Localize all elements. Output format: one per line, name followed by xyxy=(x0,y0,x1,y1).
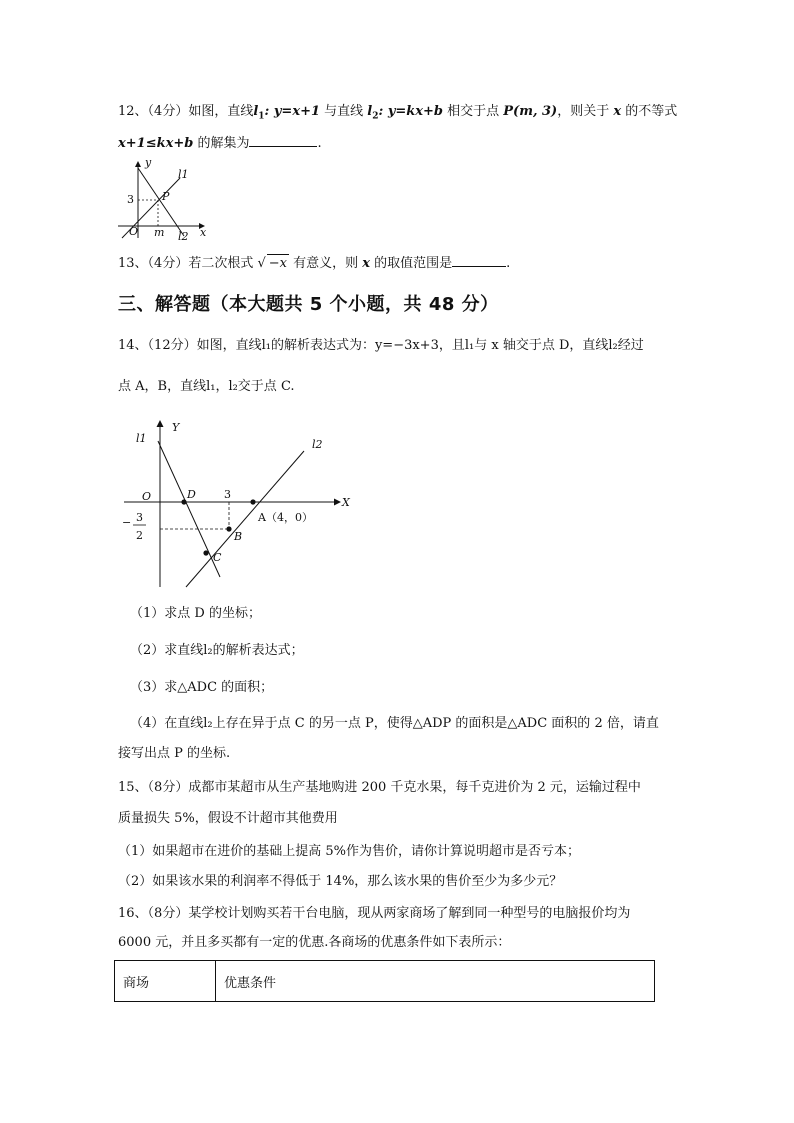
q14-x-label: X xyxy=(342,496,350,509)
q12-mid-text: 与直线 xyxy=(320,104,368,119)
q15-part2: （2）如果该水果的利润率不得低于 14%，那么该水果的售价至少为多少元？ xyxy=(118,874,563,889)
q12-x-label: x xyxy=(200,226,207,239)
q14-point-a xyxy=(250,499,255,504)
q12-tail-text: 相交于点 xyxy=(443,104,504,119)
q14-line2: 点 A，B，直线l₁，l₂交于点 C. xyxy=(118,379,295,394)
q13-end: . xyxy=(506,256,511,271)
table-header-row xyxy=(115,961,655,1002)
q15-line1: 15、（8分）成都市某超市从生产基地购进 200 千克水果，每千克进价为 2 元，运输过程中 xyxy=(118,780,641,795)
q14-line1: 14、（12分）如图，直线l₁的解析表达式为：y=−3x+3，且l₁与 x 轴交于点 D，直线l₂经过 xyxy=(118,338,644,353)
q14-l1-label: l1 xyxy=(136,432,147,445)
q14-part4-cont: 接写出点 P 的坐标. xyxy=(118,746,231,761)
q12-y-label: y xyxy=(145,156,152,169)
q12-point: P(m, 3) xyxy=(503,104,558,119)
q14-fraction-den: 2 xyxy=(136,529,143,542)
q12-figure xyxy=(112,156,212,242)
q13-text-c: 的取值范围是 xyxy=(370,256,453,271)
q15-part1: （1）如果超市在进价的基础上提高 5%作为售价，请你计算说明超市是否亏本； xyxy=(118,844,581,859)
q12-l2-name: l xyxy=(367,104,373,119)
q14-part2: （2）求直线l₂的解析表达式； xyxy=(130,643,304,658)
q14-c-label: C xyxy=(213,551,222,564)
q13-line xyxy=(118,254,510,273)
q14-a-label: A（4，0） xyxy=(258,511,313,524)
q14-y-label: Y xyxy=(172,421,180,434)
q14-fraction-num: 3 xyxy=(136,511,143,524)
q12-end: . xyxy=(317,136,322,151)
q14-part4: （4）在直线l₂上存在异于点 C 的另一点 P，使得△ADP 的面积是△ADC 面积的 2 倍，请直 xyxy=(130,716,659,731)
q12-var: x xyxy=(613,104,622,119)
q14-d-label: D xyxy=(187,488,196,501)
table-header-shop: 商场 xyxy=(115,961,216,1002)
q12-tail3: 的不等式 xyxy=(621,104,678,119)
q14-neg-sign: − xyxy=(122,516,132,529)
q13-var: x xyxy=(362,256,371,271)
q15-line2: 质量损失 5%，假设不计超市其他费用 xyxy=(118,811,338,826)
q14-point-d xyxy=(181,499,186,504)
q12-number: 12、（4分）如图，直线 xyxy=(118,104,254,119)
q14-line-l1 xyxy=(158,441,220,577)
q14-point-c xyxy=(203,550,208,555)
q14-l2-label: l2 xyxy=(312,438,323,451)
q12-line1 xyxy=(118,103,677,126)
q12-l2-sub: 2 xyxy=(372,111,379,122)
q12-l2-label: l2 xyxy=(178,230,189,242)
q14-origin-label: O xyxy=(142,490,152,503)
table-header-condition: 优惠条件 xyxy=(216,961,655,1002)
q12-answer-blank xyxy=(249,134,317,147)
q12-l1-label: l1 xyxy=(178,168,189,181)
q14-part1: （1）求点 D 的坐标； xyxy=(130,606,261,621)
q14-part3: （3）求△ADC 的面积； xyxy=(130,680,274,695)
q14-point-b xyxy=(226,526,231,531)
q12-l1-equation: : y=x+1 xyxy=(264,104,321,119)
q12-line2 xyxy=(118,134,322,153)
q12-l1-name: l xyxy=(253,104,259,119)
q12-l1-sub: 1 xyxy=(258,111,265,122)
q14-b-label: B xyxy=(234,530,243,543)
q12-l2-equation: : y=kx+b xyxy=(378,104,444,119)
q13-text-b: 有意义，则 xyxy=(288,256,363,271)
q12-origin-label: O xyxy=(129,225,139,238)
q12-m-label: m xyxy=(154,226,165,239)
q12-p-label: P xyxy=(162,190,170,203)
q12-inequality: x+1≤kx+b xyxy=(118,136,194,151)
q14-figure xyxy=(118,415,358,593)
q16-discount-table xyxy=(114,960,655,1002)
section-3-heading: 三、解答题（本大题共 5 个小题，共 48 分） xyxy=(118,294,499,315)
q13-answer-blank xyxy=(452,254,506,267)
q13-radicand: −x xyxy=(268,256,287,271)
q12-three-label: 3 xyxy=(127,193,134,206)
q16-line1: 16、（8分）某学校计划购买若干台电脑，现从两家商场了解到同一种型号的电脑报价均为 xyxy=(118,906,631,921)
q13-text-a: 13、（4分）若二次根式 xyxy=(118,256,258,271)
q14-three-label: 3 xyxy=(224,488,231,501)
q16-line2: 6000 元，并且多买都有一定的优惠.各商场的优惠条件如下表所示： xyxy=(118,935,511,950)
q12-inequality-tail: 的解集为 xyxy=(193,136,250,151)
q12-tail2: ，则关于 xyxy=(557,104,614,119)
q13-sqrt: √ −x xyxy=(257,256,287,271)
